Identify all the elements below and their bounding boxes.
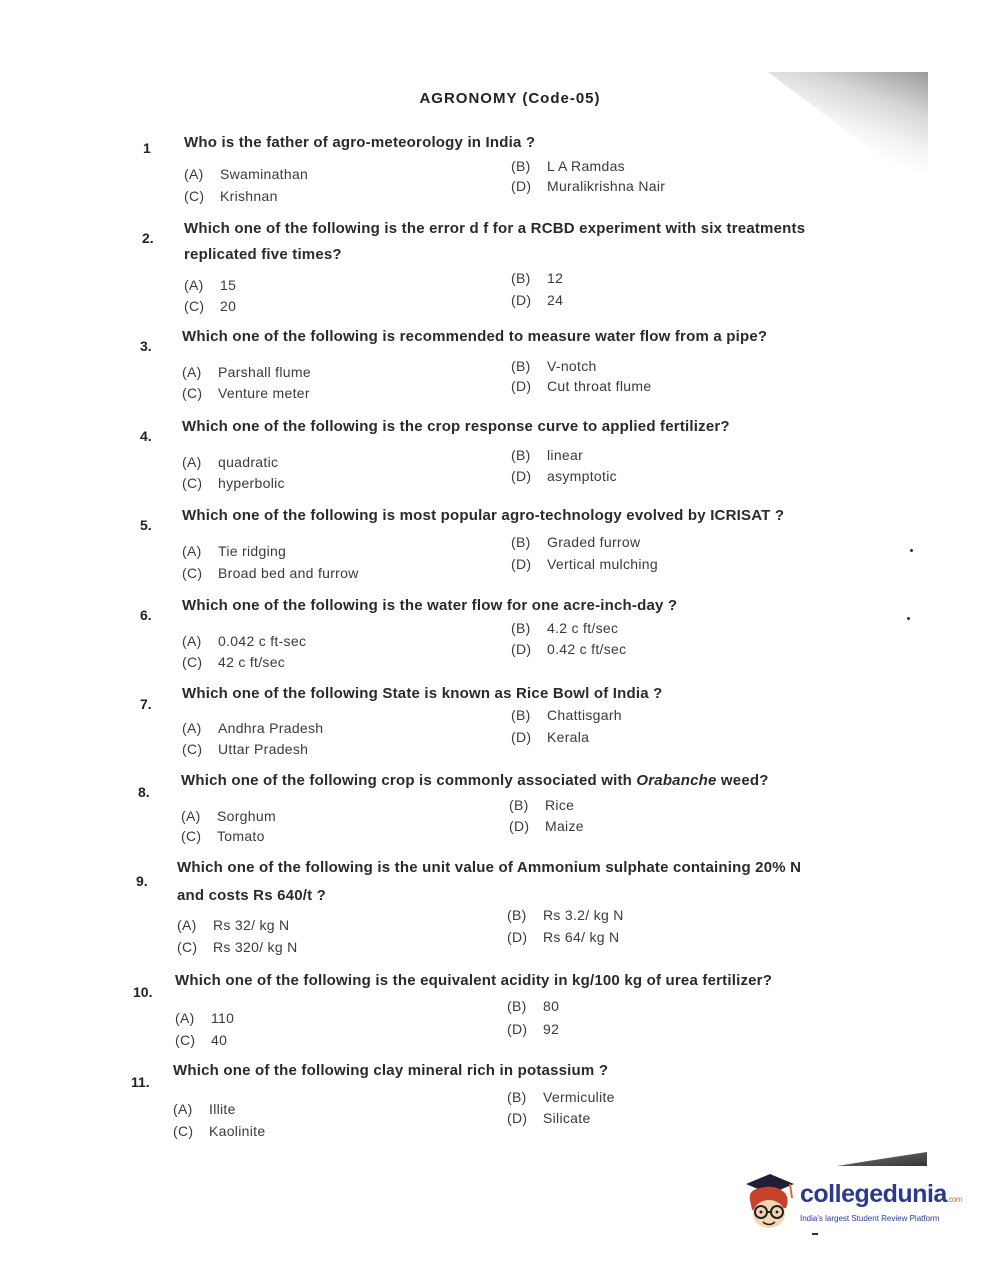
question-number: 5. (140, 517, 152, 533)
question-text-line-2: replicated five times? (184, 246, 342, 263)
scan-speck (812, 1233, 818, 1235)
option-b[interactable]: (B) 4.2 c ft/sec (511, 620, 619, 636)
option-b[interactable]: (B) L A Ramdas (511, 158, 625, 174)
question-text: Which one of the following State is known as Rice Bowl of India ? (182, 685, 663, 702)
option-a[interactable]: (A) Sorghum (181, 808, 276, 824)
question-text: Which one of the following is the crop response curve to applied fertilizer? (182, 418, 730, 435)
option-b[interactable]: (B) Rs 3.2/ kg N (507, 907, 624, 923)
option-c[interactable]: (C) 40 (175, 1032, 228, 1048)
option-c[interactable]: (C) 20 (184, 298, 237, 314)
question-text-line-1: Which one of the following is the unit value of Ammonium sulphate containing 20% N (177, 859, 802, 876)
question-number: 10. (133, 984, 153, 1000)
option-a[interactable]: (A) 110 (175, 1010, 235, 1026)
question-number: 3. (140, 338, 152, 354)
logo-wordmark: collegedunia.com (800, 1180, 963, 1208)
option-d[interactable]: (D) 0.42 c ft/sec (511, 641, 627, 657)
question-text: Which one of the following is the equivalent acidity in kg/100 kg of urea fertilizer? (175, 972, 773, 989)
option-a[interactable]: (A) 0.042 c ft-sec (182, 633, 307, 649)
option-d[interactable]: (D) 24 (511, 292, 564, 308)
option-b[interactable]: (B) linear (511, 447, 584, 463)
option-a[interactable]: (A) 15 (184, 277, 237, 293)
option-c[interactable]: (C) Broad bed and furrow (182, 565, 359, 581)
question-number: 4. (140, 428, 152, 444)
option-a[interactable]: (A) Rs 32/ kg N (177, 917, 290, 933)
option-c[interactable]: (C) Venture meter (182, 385, 310, 401)
option-d[interactable]: (D) Cut throat flume (511, 378, 652, 394)
question-number: 2. (142, 230, 154, 246)
option-d[interactable]: (D) Rs 64/ kg N (507, 929, 620, 945)
option-a[interactable]: (A) Illite (173, 1101, 236, 1117)
logo-tagline: India's largest Student Review Platform (800, 1214, 940, 1223)
option-c[interactable]: (C) hyperbolic (182, 475, 285, 491)
option-b[interactable]: (B) Rice (509, 797, 575, 813)
option-d[interactable]: (D) Muralikrishna Nair (511, 178, 666, 194)
option-b[interactable]: (B) Chattisgarh (511, 707, 622, 723)
option-d[interactable]: (D) Maize (509, 818, 584, 834)
option-c[interactable]: (C) Kaolinite (173, 1123, 266, 1139)
option-b[interactable]: (B) Graded furrow (511, 534, 641, 550)
option-d[interactable]: (D) asymptotic (511, 468, 617, 484)
question-text: Who is the father of agro-meteorology in India ? (184, 134, 536, 151)
mascot-icon (740, 1170, 796, 1238)
page-title: AGRONOMY (Code-05) (419, 90, 601, 107)
weed-name: Orabanche (636, 772, 717, 789)
question-number: 1 (143, 140, 151, 156)
option-c[interactable]: (C) Krishnan (184, 188, 278, 204)
option-a[interactable]: (A) Andhra Pradesh (182, 720, 324, 736)
scan-speck (907, 617, 910, 620)
question-number: 8. (138, 784, 150, 800)
option-c[interactable]: (C) Rs 320/ kg N (177, 939, 298, 955)
question-number: 9. (136, 873, 148, 889)
option-c[interactable]: (C) Uttar Pradesh (182, 741, 309, 757)
question-text: Which one of the following is most popular agro-technology evolved by ICRISAT ? (182, 507, 785, 524)
option-a[interactable]: (A) Tie ridging (182, 543, 287, 559)
scan-speck (910, 549, 913, 552)
question-text: Which one of the following clay mineral rich in potassium ? (173, 1062, 609, 1079)
question-number: 6. (140, 607, 152, 623)
option-d[interactable]: (D) Kerala (511, 729, 590, 745)
option-d[interactable]: (D) Silicate (507, 1110, 591, 1126)
option-b[interactable]: (B) 80 (507, 998, 560, 1014)
question-text: Which one of the following is recommended to measure water flow from a pipe? (182, 328, 768, 345)
option-b[interactable]: (B) Vermiculite (507, 1089, 615, 1105)
question-number: 11. (131, 1074, 150, 1090)
option-d[interactable]: (D) Vertical mulching (511, 556, 658, 572)
question-text: Which one of the following is the water flow for one acre-inch-day ? (182, 597, 678, 614)
option-a[interactable]: (A) quadratic (182, 454, 279, 470)
option-a[interactable]: (A) Swaminathan (184, 166, 309, 182)
option-a[interactable]: (A) Parshall flume (182, 364, 311, 380)
scan-edge-shadow (835, 1152, 927, 1166)
option-b[interactable]: (B) 12 (511, 270, 564, 286)
option-d[interactable]: (D) 92 (507, 1021, 560, 1037)
option-c[interactable]: (C) 42 c ft/sec (182, 654, 286, 670)
option-c[interactable]: (C) Tomato (181, 828, 265, 844)
question-text-line-2: and costs Rs 640/t ? (177, 887, 327, 904)
question-text-line-1: Which one of the following is the error d f for a RCBD experiment with six treatments (184, 220, 806, 237)
question-number: 7. (140, 696, 152, 712)
collegedunia-logo[interactable] (740, 1170, 980, 1240)
question-text: Which one of the following crop is commonly associated with Orabanche weed? (181, 772, 769, 789)
option-b[interactable]: (B) V-notch (511, 358, 597, 374)
